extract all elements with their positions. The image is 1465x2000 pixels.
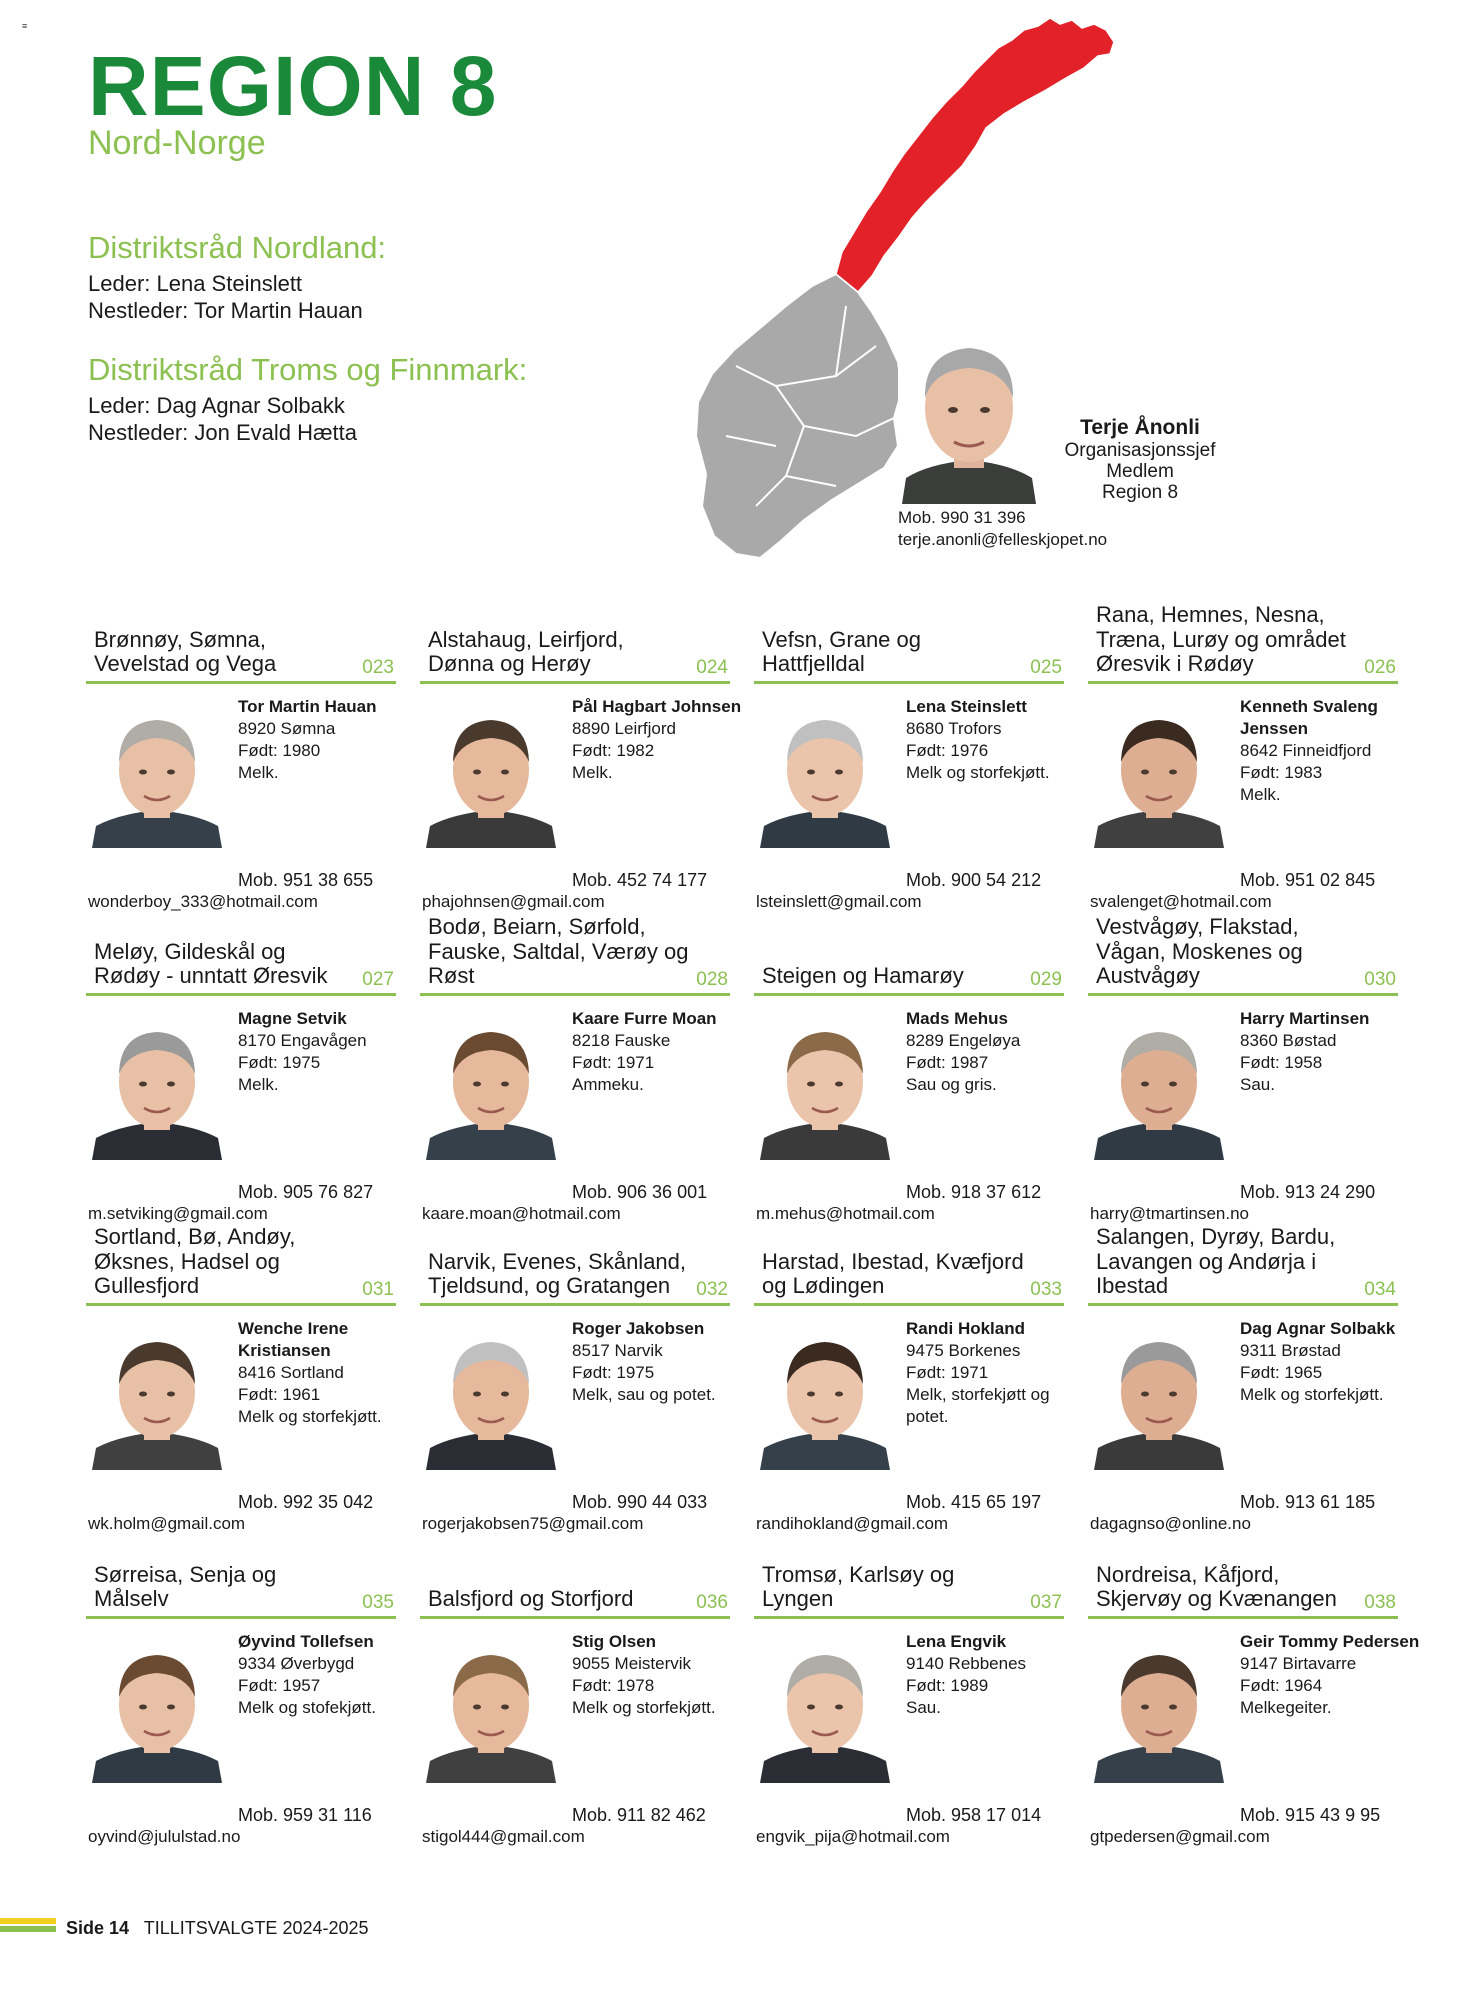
member-detail: Født: 1980 <box>238 741 321 761</box>
member-email[interactable]: gtpedersen@gmail.com <box>1090 1827 1270 1846</box>
organizer-membership: Medlem <box>1106 460 1174 482</box>
member-info <box>906 1318 1094 1428</box>
district-deputy: Nestleder: Jon Evald Hætta <box>88 420 358 446</box>
organizer-role: Organisasjonssjef <box>1064 439 1216 461</box>
member-name: Øyvind Tollefsen <box>238 1632 374 1651</box>
organizer-photo <box>898 318 1040 504</box>
district-leader: Leder: Lena Steinslett <box>88 270 303 296</box>
member-info <box>1240 696 1428 806</box>
region-code: 034 <box>1364 1279 1396 1300</box>
member-detail: 8517 Narvik <box>572 1341 663 1361</box>
member-card <box>1088 1218 1398 1533</box>
member-card <box>420 1531 730 1846</box>
member-detail: Melk og storfekjøtt. <box>1240 1385 1384 1405</box>
region-code: 027 <box>362 969 394 990</box>
member-detail: Melk. <box>572 763 613 783</box>
member-info <box>906 1008 1094 1096</box>
member-email[interactable]: m.setviking@gmail.com <box>88 1204 268 1223</box>
member-name: Kaare Furre Moan <box>572 1009 717 1028</box>
member-detail: 9311 Brøstad <box>1240 1341 1341 1361</box>
region-name: Steigen og Hamarøy <box>762 963 964 989</box>
member-detail: Født: 1983 <box>1240 763 1323 783</box>
member-detail: Født: 1961 <box>238 1385 321 1405</box>
member-detail: 8890 Leirfjord <box>572 719 676 739</box>
member-email[interactable]: wk.holm@gmail.com <box>88 1514 246 1533</box>
region-header <box>420 908 730 996</box>
member-detail: Ammeku. <box>572 1075 644 1095</box>
member-email[interactable]: randihokland@gmail.com <box>756 1514 949 1533</box>
region-code: 037 <box>1030 1592 1062 1613</box>
member-detail: Født: 1971 <box>906 1363 989 1383</box>
region-header <box>754 1531 1064 1619</box>
member-name: Lena Engvik <box>906 1632 1007 1651</box>
member-photo <box>758 1322 892 1470</box>
region-code: 032 <box>696 1279 728 1300</box>
region-code: 026 <box>1364 657 1396 678</box>
region-name: Bodø, Beiarn, Sørfold, Fauske, Saltdal, Værøy og Røst <box>428 914 689 989</box>
map-southern-norway <box>696 274 902 558</box>
member-email[interactable]: m.mehus@hotmail.com <box>756 1204 935 1223</box>
region-name: Tromsø, Karlsøy og Lyngen <box>762 1561 955 1612</box>
member-mobile[interactable]: Mob. 951 02 845 <box>1240 870 1376 890</box>
menu-icon[interactable]: ≡ <box>22 21 28 31</box>
member-detail: Født: 1965 <box>1240 1363 1323 1383</box>
member-name: Pål Hagbart Johnsen <box>572 697 742 716</box>
member-photo <box>758 1012 892 1160</box>
region-name: Vestvågøy, Flakstad, Vågan, Moskenes og Austvågøy <box>1096 914 1303 989</box>
member-photo <box>90 700 224 848</box>
member-mobile[interactable]: Mob. 918 37 612 <box>906 1182 1042 1202</box>
member-info <box>238 1318 426 1428</box>
member-name: Mads Mehus <box>906 1009 1009 1028</box>
member-name: Kenneth Svaleng Jenssen <box>1240 697 1378 739</box>
member-detail: Født: 1978 <box>572 1676 655 1696</box>
member-detail: 8360 Bøstad <box>1240 1031 1337 1051</box>
district-deputy: Nestleder: Tor Martin Hauan <box>88 298 363 324</box>
member-card <box>1088 596 1398 911</box>
member-detail: Født: 1964 <box>1240 1676 1323 1696</box>
member-detail: Født: 1976 <box>906 741 989 761</box>
member-info <box>572 1631 760 1719</box>
region-code: 036 <box>696 1592 728 1613</box>
region-code: 025 <box>1030 657 1062 678</box>
page-subtitle: Nord-Norge <box>88 124 266 162</box>
member-card <box>86 1218 396 1533</box>
region-name: Brønnøy, Sømna, Vevelstad og Vega <box>94 626 277 677</box>
member-detail: Født: 1989 <box>906 1676 989 1696</box>
region-code: 028 <box>696 969 728 990</box>
member-photo <box>758 1635 892 1783</box>
member-info <box>238 1631 426 1719</box>
member-mobile[interactable]: Mob. 990 44 033 <box>572 1492 708 1512</box>
member-detail: Født: 1958 <box>1240 1053 1323 1073</box>
member-photo <box>424 1012 558 1160</box>
member-email[interactable]: phajohnsen@gmail.com <box>422 892 605 911</box>
member-email[interactable]: engvik_pija@hotmail.com <box>756 1827 950 1846</box>
member-detail: 9475 Borkenes <box>906 1341 1021 1361</box>
organizer-info <box>1050 416 1230 503</box>
member-photo <box>1092 700 1226 848</box>
footer-color-bars <box>0 1918 56 1938</box>
region-header <box>1088 596 1398 684</box>
member-detail: Sau. <box>906 1698 941 1718</box>
member-card <box>86 908 396 1223</box>
member-detail: Melkegeiter. <box>1240 1698 1332 1718</box>
region-name: Vefsn, Grane og Hattfjelldal <box>762 626 921 677</box>
member-mobile[interactable]: Mob. 959 31 116 <box>238 1805 372 1825</box>
region-header <box>1088 908 1398 996</box>
member-email[interactable]: dagagnso@online.no <box>1090 1514 1251 1533</box>
member-mobile[interactable]: Mob. 900 54 212 <box>906 870 1042 890</box>
member-card <box>754 1218 1064 1533</box>
member-info <box>238 696 426 784</box>
district-nordland <box>88 230 386 325</box>
member-name: Geir Tommy Pedersen <box>1240 1632 1420 1651</box>
member-detail: Født: 1975 <box>238 1053 321 1073</box>
region-header <box>86 1531 396 1619</box>
member-photo <box>90 1322 224 1470</box>
member-name: Roger Jakobsen <box>572 1319 705 1338</box>
member-detail: 8289 Engeløya <box>906 1031 1021 1051</box>
region-code: 038 <box>1364 1592 1396 1613</box>
member-card <box>754 596 1064 911</box>
member-detail: 8416 Sortland <box>238 1363 344 1383</box>
member-info <box>1240 1008 1428 1096</box>
region-header <box>420 1218 730 1306</box>
district-heading: Distriktsråd Nordland: <box>88 230 387 265</box>
region-header <box>86 1218 396 1306</box>
member-info <box>906 696 1094 784</box>
member-detail: Melk, sau og potet. <box>572 1385 716 1405</box>
member-name: Harry Martinsen <box>1240 1009 1370 1028</box>
page-title: REGION 8 <box>88 39 498 133</box>
member-detail: Melk og stofekjøtt. <box>238 1698 376 1718</box>
page-number: Side 14 <box>66 1918 130 1938</box>
region-header <box>420 596 730 684</box>
region-code: 031 <box>362 1279 394 1300</box>
member-photo <box>424 1635 558 1783</box>
member-info <box>572 1318 760 1406</box>
region-name: Rana, Hemnes, Nesna, Træna, Lurøy og området Øresvik i Rødøy <box>1096 602 1346 677</box>
organizer-region: Region 8 <box>1101 482 1179 504</box>
member-card <box>86 596 396 911</box>
region-name: Nordreisa, Kåfjord, Skjervøy og Kvænangen <box>1096 1561 1337 1612</box>
member-email[interactable]: rogerjakobsen75@gmail.com <box>422 1514 644 1533</box>
footer-text <box>66 1916 369 1940</box>
region-name: Sortland, Bø, Andøy, Øksnes, Hadsel og Gullesfjord <box>94 1224 296 1299</box>
member-detail: Født: 1957 <box>238 1676 321 1696</box>
member-photo <box>1092 1322 1226 1470</box>
member-name: Dag Agnar Solbakk <box>1240 1319 1396 1338</box>
member-info <box>572 1008 760 1096</box>
member-photo <box>90 1012 224 1160</box>
member-mobile[interactable]: Mob. 992 35 042 <box>238 1492 374 1512</box>
region-name: Harstad, Ibestad, Kvæfjord og Lødingen <box>762 1248 1024 1299</box>
district-leader: Leder: Dag Agnar Solbakk <box>88 392 345 418</box>
member-photo <box>90 1635 224 1783</box>
district-troms-finnmark <box>88 352 527 447</box>
member-detail: 8642 Finneidfjord <box>1240 741 1372 761</box>
organizer-mobile[interactable]: Mob. 990 31 396 <box>898 508 1026 527</box>
member-card <box>420 596 742 911</box>
member-card <box>420 1218 730 1533</box>
region-header <box>1088 1218 1398 1306</box>
member-photo <box>1092 1012 1226 1160</box>
member-photo <box>424 700 558 848</box>
organizer-name: Terje Ånonli <box>1080 416 1200 439</box>
member-detail: Sau. <box>1240 1075 1275 1095</box>
member-name: Tor Martin Hauan <box>238 697 377 716</box>
member-info <box>238 1008 426 1096</box>
member-detail: 9147 Birtavarre <box>1240 1654 1357 1674</box>
member-card <box>754 1531 1064 1846</box>
member-detail: Født: 1987 <box>906 1053 989 1073</box>
member-email[interactable]: kaare.moan@hotmail.com <box>422 1204 621 1223</box>
member-mobile[interactable]: Mob. 951 38 655 <box>238 870 374 890</box>
member-name: Magne Setvik <box>238 1009 347 1028</box>
member-email[interactable]: oyvind@jululstad.no <box>88 1827 241 1846</box>
member-mobile[interactable]: Mob. 913 61 185 <box>1240 1492 1376 1512</box>
member-info <box>906 1631 1094 1719</box>
member-mobile[interactable]: Mob. 913 24 290 <box>1240 1182 1376 1202</box>
member-name: Stig Olsen <box>572 1632 657 1651</box>
member-photo <box>424 1322 558 1470</box>
member-photo <box>1092 1635 1226 1783</box>
organizer-contact <box>898 507 1107 551</box>
region-code: 033 <box>1030 1279 1062 1300</box>
member-name: Randi Hokland <box>906 1319 1026 1338</box>
member-detail: 9334 Øverbygd <box>238 1654 355 1674</box>
member-detail: 8218 Fauske <box>572 1031 671 1051</box>
member-detail: Sau og gris. <box>906 1075 997 1095</box>
publication-title: TILLITSVALGTE 2024-2025 <box>143 1918 369 1938</box>
region-header <box>1088 1531 1398 1619</box>
member-email[interactable]: wonderboy_333@hotmail.com <box>88 892 318 911</box>
member-card <box>1088 908 1398 1223</box>
member-detail: 8920 Sømna <box>238 719 336 739</box>
member-name: Wenche Irene Kristiansen <box>238 1319 349 1361</box>
member-detail: 9140 Rebbenes <box>906 1654 1027 1674</box>
member-email[interactable]: lsteinslett@gmail.com <box>756 892 922 911</box>
member-mobile[interactable]: Mob. 452 74 177 <box>572 870 708 890</box>
region-header <box>420 1531 730 1619</box>
member-email[interactable]: svalenget@hotmail.com <box>1090 892 1272 911</box>
member-card <box>420 908 730 1223</box>
region-name: Meløy, Gildeskål og Rødøy - unntatt Øresvik <box>94 938 328 989</box>
organizer-email[interactable]: terje.anonli@felleskjopet.no <box>898 529 1108 549</box>
member-detail: Melk. <box>238 1075 279 1095</box>
region-name: Salangen, Dyrøy, Bardu, Lavangen og Andørja i Ibestad <box>1096 1224 1336 1299</box>
member-detail: Melk og storfekjøtt. <box>238 1407 382 1427</box>
region-header <box>86 908 396 996</box>
region-code: 030 <box>1364 969 1396 990</box>
member-detail: 9055 Meistervik <box>572 1654 692 1674</box>
member-detail: 8680 Trofors <box>906 719 1002 739</box>
member-mobile[interactable]: Mob. 915 43 9 95 <box>1240 1805 1381 1825</box>
member-info <box>1240 1631 1428 1719</box>
region-code: 024 <box>696 657 728 678</box>
region-code: 029 <box>1030 969 1062 990</box>
member-info <box>1240 1318 1428 1406</box>
member-mobile[interactable]: Mob. 905 76 827 <box>238 1182 374 1202</box>
member-detail: Melk. <box>1240 785 1281 805</box>
region-header <box>86 596 396 684</box>
region-code: 035 <box>362 1592 394 1613</box>
region-header <box>754 908 1064 996</box>
region-name: Balsfjord og Storfjord <box>428 1586 634 1612</box>
member-email[interactable]: harry@tmartinsen.no <box>1090 1204 1249 1223</box>
member-detail: 8170 Engavågen <box>238 1031 367 1051</box>
region-code: 023 <box>362 657 394 678</box>
region-header <box>754 1218 1064 1306</box>
member-card <box>1088 1531 1420 1846</box>
member-email[interactable]: stigol444@gmail.com <box>422 1827 585 1846</box>
map-region-8 <box>836 18 1114 292</box>
member-detail: Melk, storfekjøtt og potet. <box>906 1385 1050 1427</box>
district-heading: Distriktsråd Troms og Finnmark: <box>88 352 528 387</box>
member-name: Lena Steinslett <box>906 697 1027 716</box>
member-mobile[interactable]: Mob. 958 17 014 <box>906 1805 1042 1825</box>
member-detail: Melk og storfekjøtt. <box>906 763 1050 783</box>
region-name: Alstahaug, Leirfjord, Dønna og Herøy <box>428 626 624 677</box>
member-mobile[interactable]: Mob. 911 82 462 <box>572 1805 706 1825</box>
member-detail: Født: 1975 <box>572 1363 655 1383</box>
page-footer <box>0 1916 460 1940</box>
region-name: Sørreisa, Senja og Målselv <box>94 1561 277 1612</box>
member-photo <box>758 700 892 848</box>
member-mobile[interactable]: Mob. 906 36 001 <box>572 1182 708 1202</box>
member-mobile[interactable]: Mob. 415 65 197 <box>906 1492 1042 1512</box>
member-detail: Født: 1982 <box>572 741 655 761</box>
member-info <box>572 696 760 784</box>
member-detail: Melk og storfekjøtt. <box>572 1698 716 1718</box>
member-detail: Født: 1971 <box>572 1053 655 1073</box>
member-card <box>86 1531 396 1846</box>
member-card <box>754 908 1064 1223</box>
region-name: Narvik, Evenes, Skånland, Tjeldsund, og Gratangen <box>428 1248 687 1299</box>
member-detail: Melk. <box>238 763 279 783</box>
region-header <box>754 596 1064 684</box>
